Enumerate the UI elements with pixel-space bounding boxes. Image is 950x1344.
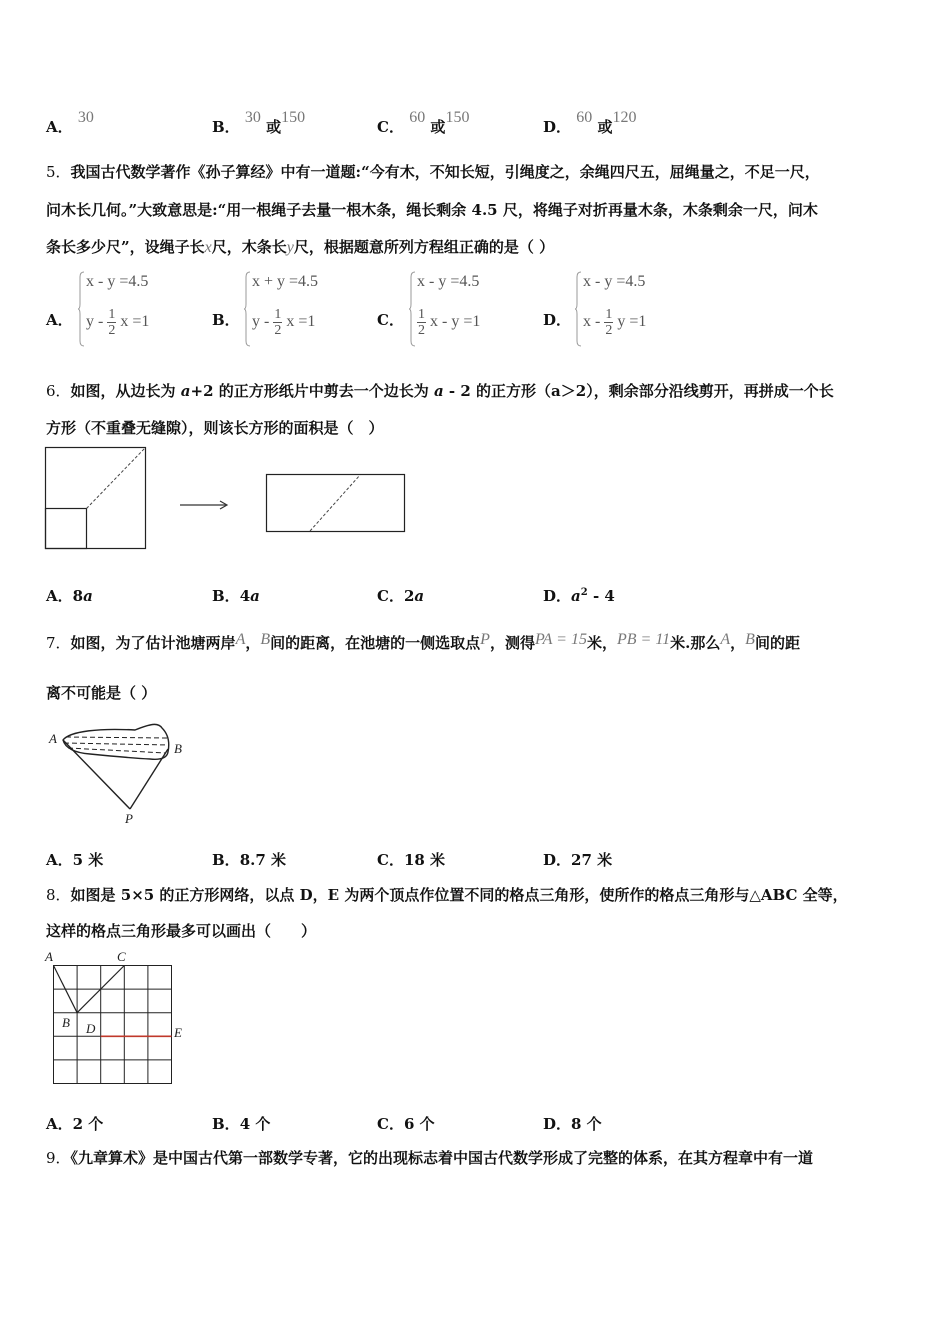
q7-unit-1: 米，	[586, 634, 617, 652]
q6-option-a	[46, 585, 93, 606]
q7-line-1	[46, 632, 800, 653]
option-value-2: 150	[445, 109, 470, 126]
option-value-2: 150	[281, 109, 306, 126]
var-a: a	[83, 587, 93, 605]
q6-text-1a: 如图，从边长为	[70, 382, 181, 400]
separator: ，	[245, 634, 261, 652]
option-value: 30	[244, 109, 261, 126]
q5-option-d-letter: D．	[543, 311, 572, 329]
q5-line-1	[46, 161, 820, 182]
left-brace-icon	[409, 271, 417, 347]
point-a: A	[720, 631, 731, 648]
q6-text-2: 方形（不重叠无缝隙），则该长方形的面积是（ ）	[46, 419, 384, 437]
option-letter: B．	[212, 118, 240, 136]
pa-length: PA = 15	[534, 631, 587, 648]
option-letter: D．	[543, 118, 572, 136]
option-letter: A．	[46, 587, 73, 605]
q7-option-b	[212, 849, 286, 870]
q8-text-1: 如图是 5×5 的正方形网络，以点 D，E 为两个顶点作位置不同的格点三角形，使所作的格点三角形与△ABC 全等，	[70, 886, 848, 904]
equation-1: x + y =4.5	[252, 273, 319, 290]
q8-option-a	[46, 1113, 103, 1134]
q8-text-2: 这样的格点三角形最多可以画出（ ）	[46, 922, 317, 940]
cut-line	[310, 475, 360, 531]
option-value: 4	[239, 587, 251, 605]
q6-option-b	[212, 585, 260, 606]
equation-2-right: x =1	[286, 313, 316, 331]
q8-grid-figure	[40, 945, 200, 1087]
equation-1: x - y =4.5	[417, 273, 480, 290]
q8-option-d	[543, 1113, 602, 1134]
option-letter: D．	[543, 851, 572, 869]
q7-option-a	[46, 849, 103, 870]
q5-text-3a: 条长多少尺”，设绳子长	[46, 238, 205, 256]
numerator: 1	[418, 307, 425, 322]
fraction	[273, 307, 282, 338]
cut-line	[87, 448, 146, 509]
option-letter: C．	[377, 118, 404, 136]
large-square	[46, 448, 146, 549]
q8-option-c	[377, 1113, 435, 1134]
denominator: 2	[418, 323, 425, 338]
point-a: A	[235, 631, 246, 648]
option-suffix: - 4	[587, 587, 615, 605]
separator: ，	[730, 634, 746, 652]
q4-option-a	[46, 109, 94, 137]
q5-line-3	[46, 236, 554, 257]
option-value: 60	[409, 109, 426, 126]
left-brace-icon	[78, 271, 86, 347]
q7-text-2: 离不可能是（ ）	[46, 684, 157, 702]
q4-option-b	[212, 109, 306, 137]
q5-text-3b: 尺，木条长	[211, 238, 287, 256]
var-y: y	[286, 239, 294, 256]
q6-option-d	[543, 585, 615, 606]
option-letter: C．	[377, 1115, 404, 1133]
q6-option-c	[377, 585, 424, 606]
q7-text-1a: 如图，为了估计池塘两岸	[70, 634, 236, 652]
label-b: B	[174, 741, 182, 756]
option-letter: C．	[377, 851, 404, 869]
q7-text-1c: ，测得	[489, 634, 535, 652]
q7-text-1d: 间的距	[754, 634, 800, 652]
var-a: a	[414, 587, 425, 605]
q5-option-c-system	[409, 271, 519, 347]
q8-line-2	[46, 920, 316, 941]
q5-text-2: 问木长几何。”大致意思是:“用一根绳子去量一根木条，绳长剩余 4.5 尺，将绳子对折再量木条，木条剩余一尺，问木	[46, 201, 818, 219]
q5-option-c-letter: C．	[377, 311, 404, 329]
var-a: a	[250, 587, 260, 605]
point-p: P	[480, 631, 490, 648]
q5-option-a-letter: A．	[46, 311, 73, 329]
question-number: 5．	[46, 163, 71, 181]
q6-line-2	[46, 417, 384, 438]
pond-dash-3	[68, 748, 166, 753]
q4-option-c	[377, 109, 470, 137]
numerator: 1	[108, 307, 116, 322]
left-brace-icon	[575, 271, 583, 347]
option-text: 4 个	[239, 1115, 271, 1133]
q8-option-b	[212, 1113, 270, 1134]
label-a: A	[45, 949, 53, 964]
denominator: 2	[605, 323, 613, 338]
option-text: 27 米	[571, 851, 613, 869]
option-letter: A．	[46, 1115, 73, 1133]
point-b: B	[745, 631, 755, 648]
var-a: a	[180, 382, 191, 400]
equation-1: x - y =4.5	[583, 273, 646, 290]
label-b: B	[62, 1015, 70, 1030]
option-text: 5 米	[72, 851, 104, 869]
q7-option-d	[543, 849, 612, 870]
small-square	[46, 509, 87, 549]
q4-option-d	[543, 109, 637, 137]
equation-2-right: x =1	[120, 313, 150, 331]
equation-1: x - y =4.5	[86, 273, 149, 290]
q5-option-d-system	[575, 271, 685, 347]
question-number: 9．	[46, 1149, 71, 1167]
label-e: E	[174, 1025, 182, 1040]
fraction	[107, 307, 116, 338]
question-number: 7．	[46, 634, 71, 652]
option-letter: B．	[212, 851, 240, 869]
pond-dash-1	[66, 737, 168, 738]
var-a: a	[571, 587, 581, 605]
option-text: 6 个	[403, 1115, 435, 1133]
option-letter: C．	[377, 587, 404, 605]
option-letter: A．	[46, 851, 73, 869]
question-number: 8．	[46, 886, 71, 904]
exponent: 2	[580, 587, 588, 598]
label-a: A	[49, 731, 57, 746]
option-text: 8 个	[571, 1115, 602, 1133]
option-letter: A．	[46, 118, 73, 136]
left-brace-icon	[244, 271, 252, 347]
pond-dash-2	[64, 743, 169, 745]
question-number: 6．	[46, 382, 71, 400]
q5-option-a-system	[78, 271, 188, 347]
denominator: 2	[274, 323, 282, 338]
equation-2-left: y -	[252, 313, 270, 331]
numerator: 1	[274, 307, 282, 322]
q8-line-1	[46, 884, 848, 905]
option-value: 30	[77, 109, 94, 126]
equation-2-left: x -	[583, 313, 601, 331]
q5-text-1: 我国古代数学著作《孙子算经》中有一道题:“今有木，不知长短，引绳度之，余绳四尺五，屈绳量之，不足一尺，	[70, 163, 820, 181]
point-b: B	[260, 631, 271, 648]
equation-2-right: x - y =1	[430, 313, 481, 331]
option-text: 8.7 米	[239, 851, 287, 869]
var-a: a	[433, 382, 444, 400]
option-letter: B．	[212, 587, 240, 605]
option-or: 或	[266, 118, 282, 136]
option-value: 8	[72, 587, 84, 605]
q9-text-1: 《九章算术》是中国古代第一部数学专著，它的出现标志着中国古代数学形成了完整的体系，在其方程章中有一道	[70, 1149, 814, 1167]
option-letter: D．	[543, 1115, 572, 1133]
q6-line-1	[46, 380, 834, 401]
q5-line-2	[46, 199, 818, 220]
label-c: C	[117, 949, 126, 964]
option-letter: D．	[543, 587, 572, 605]
q6-figure	[40, 442, 420, 554]
fraction	[417, 307, 426, 338]
option-or: 或	[597, 118, 613, 136]
q7-figure	[40, 716, 200, 830]
q5-option-b-letter: B．	[212, 311, 240, 329]
label-p: P	[125, 811, 133, 826]
grid-lines	[54, 966, 172, 1084]
fraction	[604, 307, 613, 338]
q9-line-1	[46, 1147, 813, 1168]
q6-text-1b: +2 的正方形纸片中剪去一个边长为	[190, 382, 434, 400]
pond-outline	[63, 724, 169, 759]
pb-length: PB = 11	[616, 631, 671, 648]
option-letter: B．	[212, 1115, 240, 1133]
q7-text-1b: 间的距离，在池塘的一侧选取点	[270, 634, 481, 652]
equation-2-right: y =1	[617, 313, 647, 331]
q5-option-b-system	[244, 271, 354, 347]
numerator: 1	[605, 307, 613, 322]
option-value: 2	[403, 587, 415, 605]
option-text: 2 个	[72, 1115, 104, 1133]
label-d: D	[86, 1021, 96, 1036]
q7-line-2	[46, 682, 156, 703]
q5-text-3c: 尺，根据题意所列方程组正确的是（ ）	[293, 238, 555, 256]
option-text: 18 米	[403, 851, 446, 869]
q7-option-c	[377, 849, 445, 870]
q6-text-1c: - 2 的正方形（a＞2），剩余部分沿线剪开，再拼成一个长	[443, 382, 834, 400]
option-value-2: 120	[612, 109, 637, 126]
var-x: x	[204, 239, 212, 256]
equation-2-left: y -	[86, 313, 104, 331]
denominator: 2	[108, 323, 116, 338]
option-value: 60	[576, 109, 593, 126]
option-or: 或	[430, 118, 446, 136]
q7-unit-2: 米.那么	[670, 634, 721, 652]
